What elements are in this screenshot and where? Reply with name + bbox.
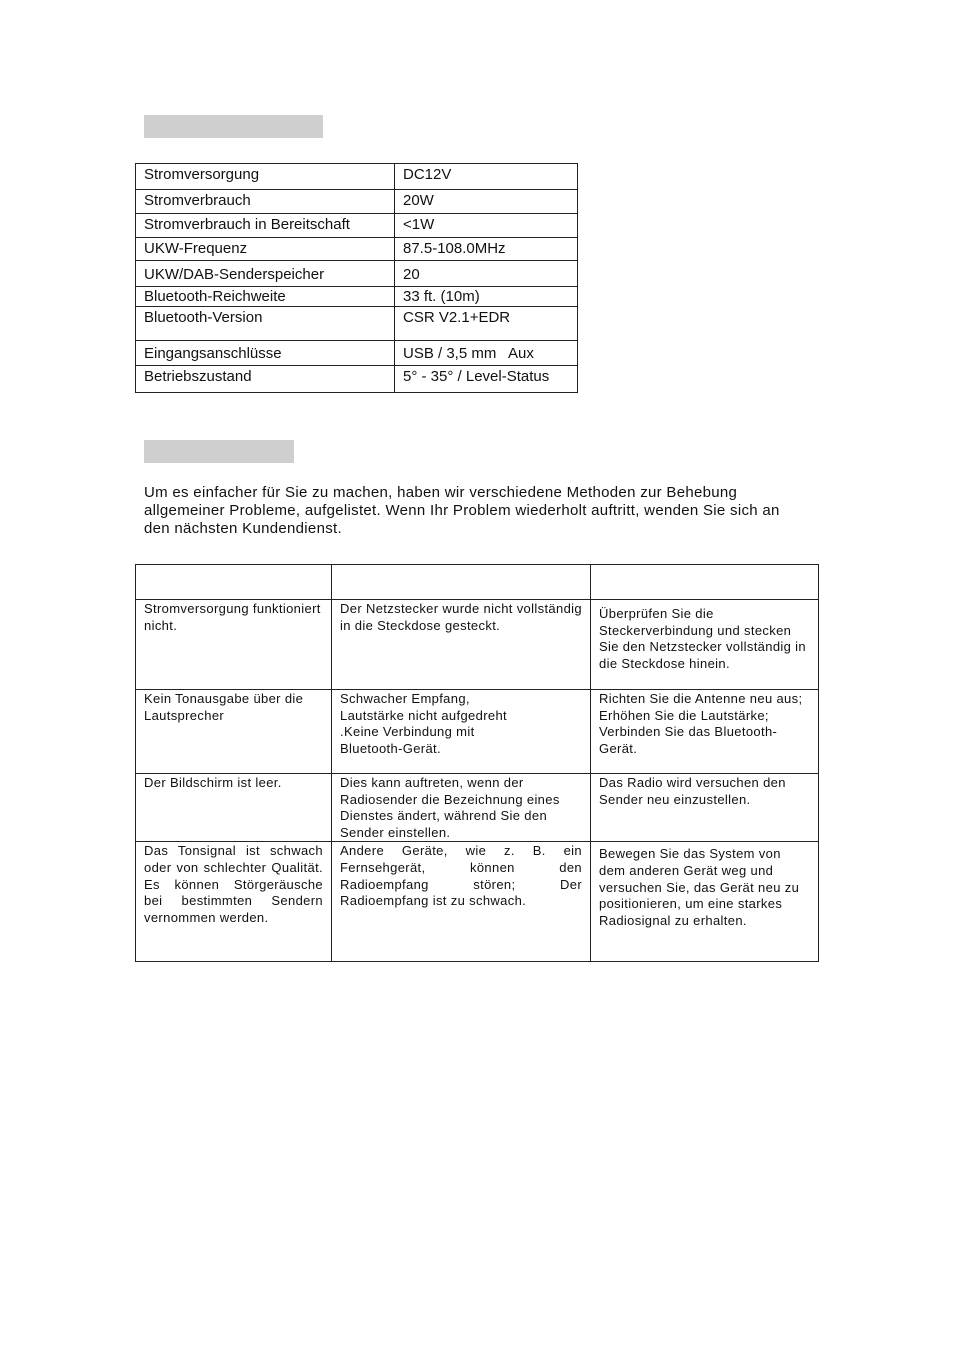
table-row [136, 366, 578, 393]
table-row [136, 238, 578, 261]
table-row [136, 164, 578, 190]
troubleshooting-intro: Um es einfacher für Sie zu machen, haben wir verschiedene Methoden zur Behebung allgemeiner Probleme, aufgelistet. Wenn Ihr Problem wiederholt auftritt, wenden Sie sich an den nächsten Kundendienst. [144, 484, 780, 537]
problem-cell: Stromversorgung funktioniert nicht. [136, 600, 332, 690]
troubleshooting-table [135, 564, 819, 962]
header-cell-problem [136, 565, 332, 600]
spec-label: Stromverbrauch [136, 190, 395, 214]
specifications-heading-bar [144, 115, 323, 138]
table-row [136, 190, 578, 214]
table-row [136, 307, 578, 341]
header-cell-cause [332, 565, 591, 600]
table-row [136, 600, 819, 690]
cause-cell: Andere Geräte, wie z. B. ein Fernsehgerät, können den Radioempfang stören; Der Radioempfang ist zu schwach. [332, 842, 591, 962]
cause-cell: Schwacher Empfang, Lautstärke nicht aufgedreht .Keine Verbindung mit Bluetooth-Gerät. [332, 690, 591, 774]
table-row [136, 842, 819, 962]
solution-cell: Überprüfen Sie die Steckerverbindung und stecken Sie den Netzstecker vollständig in die Steckdose hinein. [591, 600, 819, 690]
spec-value: DC12V [395, 164, 578, 190]
spec-value: 20 [395, 261, 578, 287]
table-row [136, 690, 819, 774]
header-cell-solution [591, 565, 819, 600]
spec-value: 33 ft. (10m) [395, 287, 578, 307]
troubleshooting-heading-bar [144, 440, 294, 463]
spec-value: <1W [395, 214, 578, 238]
spec-value: CSR V2.1+EDR [395, 307, 578, 341]
table-row [136, 774, 819, 842]
spec-label: Bluetooth-Reichweite [136, 287, 395, 307]
table-row [136, 287, 578, 307]
problem-cell: Der Bildschirm ist leer. [136, 774, 332, 842]
cause-cell: Der Netzstecker wurde nicht vollständig in die Steckdose gesteckt. [332, 600, 591, 690]
spec-label: Betriebszustand [136, 366, 395, 393]
spec-value: 87.5-108.0MHz [395, 238, 578, 261]
problem-cell: Kein Tonausgabe über die Lautsprecher [136, 690, 332, 774]
spec-value: 20W [395, 190, 578, 214]
spec-label: Stromversorgung [136, 164, 395, 190]
spec-label: Stromverbrauch in Bereitschaft [136, 214, 395, 238]
solution-cell: Richten Sie die Antenne neu aus; Erhöhen Sie die Lautstärke; Verbinden Sie das Bluetooth-Gerät. [591, 690, 819, 774]
solution-cell: Das Radio wird versuchen den Sender neu einzustellen. [591, 774, 819, 842]
solution-cell: Bewegen Sie das System von dem anderen Gerät weg und versuchen Sie, das Gerät neu zu positionieren, um eine starkes Radiosignal zu erhalten. [591, 842, 819, 962]
spec-label: Bluetooth-Version [136, 307, 395, 341]
table-row [136, 341, 578, 366]
spec-label: Eingangsanschlüsse [136, 341, 395, 366]
spec-label: UKW/DAB-Senderspeicher [136, 261, 395, 287]
spec-label: UKW-Frequenz [136, 238, 395, 261]
problem-cell: Das Tonsignal ist schwach oder von schlechter Qualität. Es können Störgeräusche bei bestimmten Sendern vernommen werden. [136, 842, 332, 962]
table-header-row [136, 565, 819, 600]
spec-value: 5° - 35° / Level-Status [395, 366, 578, 393]
cause-cell: Dies kann auftreten, wenn der Radiosender die Bezeichnung eines Dienstes ändert, während Sie den Sender einstellen. [332, 774, 591, 842]
table-row [136, 261, 578, 287]
spec-value: USB / 3,5 mm Aux [395, 341, 578, 366]
specifications-table [135, 163, 578, 393]
table-row [136, 214, 578, 238]
